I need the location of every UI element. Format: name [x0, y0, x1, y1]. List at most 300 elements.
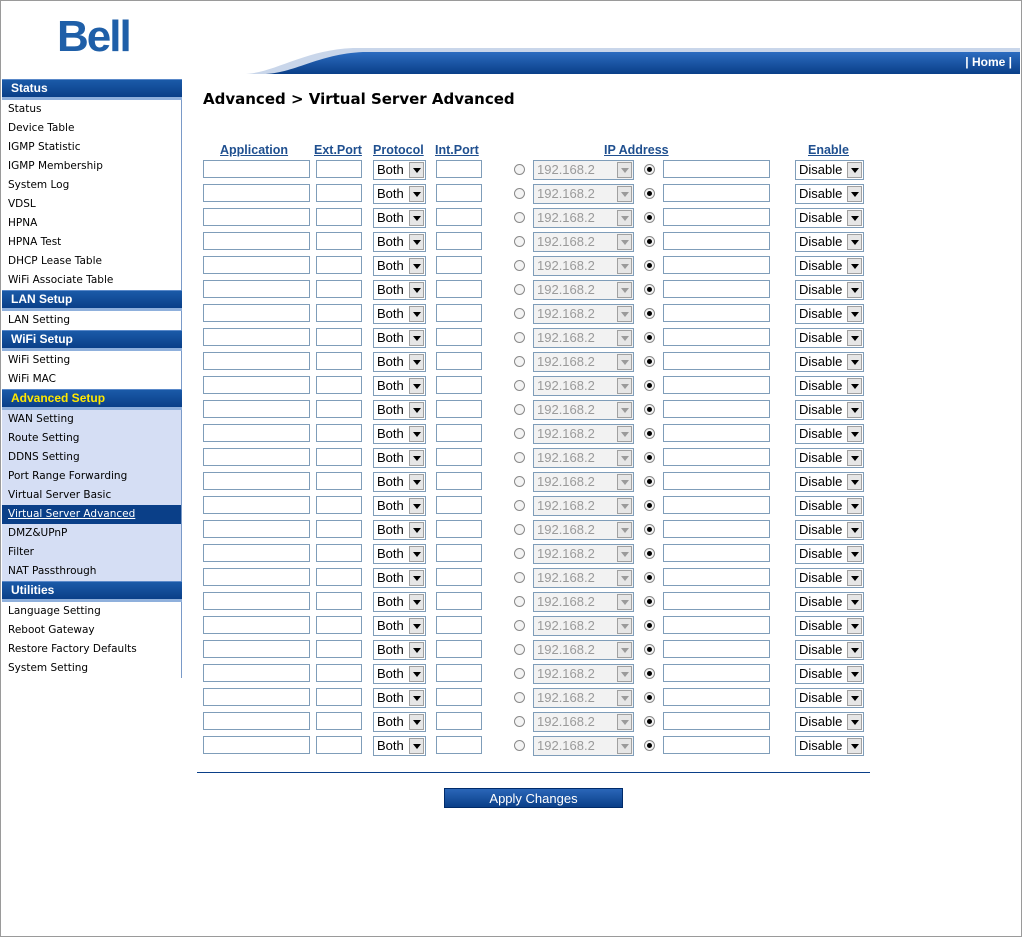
ext-port-input[interactable]: [316, 616, 362, 634]
application-input[interactable]: [203, 712, 310, 730]
protocol-select[interactable]: [373, 352, 426, 372]
int-port-input[interactable]: [436, 352, 482, 370]
protocol-select[interactable]: [373, 472, 426, 492]
sidebar-item-status[interactable]: Status: [2, 100, 182, 119]
application-input[interactable]: [203, 232, 310, 250]
protocol-select[interactable]: [373, 592, 426, 612]
ext-port-input[interactable]: [316, 160, 362, 178]
sidebar-item-wifi-associate-table[interactable]: WiFi Associate Table: [2, 271, 182, 290]
ip-select-radio[interactable]: [514, 452, 525, 463]
ip-address-select[interactable]: [533, 424, 634, 444]
ext-port-input[interactable]: [316, 208, 362, 226]
ip-address-select[interactable]: [533, 664, 634, 684]
chevron-down-icon: [617, 618, 632, 634]
protocol-select[interactable]: [373, 376, 426, 396]
sidebar-item-reboot-gateway[interactable]: Reboot Gateway: [2, 621, 182, 640]
protocol-select[interactable]: [373, 328, 426, 348]
table-row: [0, 566, 1022, 588]
int-port-input[interactable]: [436, 592, 482, 610]
ip-select-radio[interactable]: [514, 212, 525, 223]
application-input[interactable]: [203, 160, 310, 178]
protocol-select[interactable]: [373, 640, 426, 660]
ip-select-radio[interactable]: [514, 524, 525, 535]
apply-changes-button[interactable]: Apply Changes: [444, 788, 623, 808]
ip-select-value: 192.168.2: [537, 474, 595, 489]
ip-manual-radio[interactable]: [644, 332, 655, 343]
ip-address-input[interactable]: [663, 424, 770, 442]
chevron-down-icon: [409, 258, 424, 274]
application-input[interactable]: [203, 496, 310, 514]
protocol-select[interactable]: [373, 160, 426, 180]
protocol-value: Both: [377, 282, 404, 297]
ip-address-input[interactable]: [663, 520, 770, 538]
ext-port-input[interactable]: [316, 664, 362, 682]
ext-port-input[interactable]: [316, 712, 362, 730]
ip-address-input[interactable]: [663, 448, 770, 466]
enable-select[interactable]: [795, 184, 864, 204]
ext-port-input[interactable]: [316, 688, 362, 706]
ip-select-radio[interactable]: [514, 596, 525, 607]
chevron-down-icon: [617, 450, 632, 466]
int-port-input[interactable]: [436, 448, 482, 466]
application-input[interactable]: [203, 280, 310, 298]
int-port-input[interactable]: [436, 424, 482, 442]
ip-address-select[interactable]: [533, 376, 634, 396]
enable-select[interactable]: [795, 352, 864, 372]
ip-address-select[interactable]: [533, 688, 634, 708]
ip-manual-radio[interactable]: [644, 356, 655, 367]
ip-select-radio[interactable]: [514, 572, 525, 583]
enable-select[interactable]: [795, 280, 864, 300]
protocol-select[interactable]: [373, 544, 426, 564]
ip-manual-radio[interactable]: [644, 380, 655, 391]
ip-address-input[interactable]: [663, 280, 770, 298]
ip-address-select[interactable]: [533, 160, 634, 180]
protocol-select[interactable]: [373, 184, 426, 204]
sidebar-item-restore-factory-defaults[interactable]: Restore Factory Defaults: [2, 640, 182, 659]
ip-manual-radio[interactable]: [644, 284, 655, 295]
enable-select[interactable]: [795, 736, 864, 756]
ip-address-input[interactable]: [663, 640, 770, 658]
table-row: [0, 422, 1022, 444]
application-input[interactable]: [203, 592, 310, 610]
ip-address-select[interactable]: [533, 640, 634, 660]
ip-address-input[interactable]: [663, 352, 770, 370]
enable-select[interactable]: [795, 424, 864, 444]
application-input[interactable]: [203, 328, 310, 346]
table-row: [0, 326, 1022, 348]
int-port-input[interactable]: [436, 304, 482, 322]
ip-address-select[interactable]: [533, 592, 634, 612]
int-port-input[interactable]: [436, 256, 482, 274]
table-row: [0, 470, 1022, 492]
ip-address-input[interactable]: [663, 496, 770, 514]
enable-select[interactable]: [795, 448, 864, 468]
chevron-down-icon: [409, 666, 424, 682]
enable-select[interactable]: [795, 688, 864, 708]
protocol-select[interactable]: [373, 712, 426, 732]
enable-select[interactable]: [795, 160, 864, 180]
protocol-select[interactable]: [373, 568, 426, 588]
sidebar-item-vdsl[interactable]: VDSL: [2, 195, 182, 214]
chevron-down-icon: [409, 642, 424, 658]
ip-address-input[interactable]: [663, 376, 770, 394]
ip-manual-radio[interactable]: [644, 596, 655, 607]
ip-address-select[interactable]: [533, 352, 634, 372]
sidebar-item-virtual-server-basic[interactable]: Virtual Server Basic: [2, 486, 182, 505]
protocol-value: Both: [377, 426, 404, 441]
chevron-down-icon: [409, 330, 424, 346]
ip-manual-radio[interactable]: [644, 548, 655, 559]
ip-address-input[interactable]: [663, 568, 770, 586]
application-input[interactable]: [203, 616, 310, 634]
sidebar-item-port-range-forwarding[interactable]: Port Range Forwarding: [2, 467, 182, 486]
sidebar-item-igmp-membership[interactable]: IGMP Membership: [2, 157, 182, 176]
ip-manual-radio[interactable]: [644, 644, 655, 655]
protocol-select[interactable]: [373, 688, 426, 708]
ip-address-select[interactable]: [533, 304, 634, 324]
ip-address-input[interactable]: [663, 232, 770, 250]
ip-manual-radio[interactable]: [644, 500, 655, 511]
table-divider: [197, 772, 870, 773]
ip-select-value: 192.168.2: [537, 330, 595, 345]
ip-select-radio[interactable]: [514, 620, 525, 631]
ip-manual-radio[interactable]: [644, 620, 655, 631]
enable-select[interactable]: [795, 472, 864, 492]
ip-address-select[interactable]: [533, 520, 634, 540]
ext-port-input[interactable]: [316, 400, 362, 418]
ip-address-select[interactable]: [533, 616, 634, 636]
ip-address-input[interactable]: [663, 616, 770, 634]
home-link[interactable]: [965, 55, 1012, 69]
table-row: [0, 374, 1022, 396]
application-input[interactable]: [203, 640, 310, 658]
enable-select[interactable]: [795, 520, 864, 540]
ip-manual-radio[interactable]: [644, 716, 655, 727]
sidebar-item-route-setting[interactable]: Route Setting: [2, 429, 182, 448]
application-input[interactable]: [203, 544, 310, 562]
ext-port-input[interactable]: [316, 184, 362, 202]
int-port-input[interactable]: [436, 160, 482, 178]
protocol-select[interactable]: [373, 304, 426, 324]
sidebar-item-ddns-setting[interactable]: DDNS Setting: [2, 448, 182, 467]
application-input[interactable]: [203, 448, 310, 466]
ip-address-select[interactable]: [533, 544, 634, 564]
ip-address-select[interactable]: [533, 208, 634, 228]
enable-value: Disable: [799, 426, 843, 441]
ip-select-radio[interactable]: [514, 308, 525, 319]
protocol-select[interactable]: [373, 448, 426, 468]
sidebar-item-system-setting[interactable]: System Setting: [2, 659, 182, 678]
ip-manual-radio[interactable]: [644, 188, 655, 199]
sidebar-item-language-setting[interactable]: Language Setting: [2, 602, 182, 621]
ext-port-input[interactable]: [316, 568, 362, 586]
ip-select-radio[interactable]: [514, 644, 525, 655]
protocol-value: Both: [377, 306, 404, 321]
sidebar-item-virtual-server-advanced[interactable]: Virtual Server Advanced: [2, 505, 182, 524]
ip-manual-radio[interactable]: [644, 740, 655, 751]
ip-select-radio[interactable]: [514, 236, 525, 247]
int-port-input[interactable]: [436, 208, 482, 226]
sidebar-item-wifi-mac[interactable]: WiFi MAC: [2, 370, 182, 389]
ip-address-input[interactable]: [663, 256, 770, 274]
protocol-value: Both: [377, 642, 404, 657]
int-port-input[interactable]: [436, 616, 482, 634]
application-input[interactable]: [203, 184, 310, 202]
ext-port-input[interactable]: [316, 256, 362, 274]
ip-manual-radio[interactable]: [644, 692, 655, 703]
application-input[interactable]: [203, 424, 310, 442]
ip-address-input[interactable]: [663, 304, 770, 322]
sidebar-item-system-log[interactable]: System Log: [2, 176, 182, 195]
ip-manual-radio[interactable]: [644, 164, 655, 175]
chevron-down-icon: [847, 162, 862, 178]
ip-address-input[interactable]: [663, 208, 770, 226]
ip-select-radio[interactable]: [514, 500, 525, 511]
protocol-value: Both: [377, 234, 404, 249]
application-input[interactable]: [203, 208, 310, 226]
ext-port-input[interactable]: [316, 352, 362, 370]
ip-select-radio[interactable]: [514, 164, 525, 175]
enable-select[interactable]: [795, 640, 864, 660]
int-port-input[interactable]: [436, 496, 482, 514]
enable-select[interactable]: [795, 232, 864, 252]
ext-port-input[interactable]: [316, 496, 362, 514]
application-input[interactable]: [203, 736, 310, 754]
application-input[interactable]: [203, 520, 310, 538]
enable-select[interactable]: [795, 592, 864, 612]
int-port-input[interactable]: [436, 184, 482, 202]
int-port-input[interactable]: [436, 472, 482, 490]
enable-value: Disable: [799, 498, 843, 513]
ip-select-radio[interactable]: [514, 188, 525, 199]
enable-select[interactable]: [795, 568, 864, 588]
ip-address-select[interactable]: [533, 568, 634, 588]
sidebar-item-nat-passthrough[interactable]: NAT Passthrough: [2, 562, 182, 581]
ip-manual-radio[interactable]: [644, 668, 655, 679]
ip-address-input[interactable]: [663, 664, 770, 682]
application-input[interactable]: [203, 256, 310, 274]
header-ext-port: Ext.Port: [314, 143, 362, 157]
sidebar-item-hpna-test[interactable]: HPNA Test: [2, 233, 182, 252]
enable-value: Disable: [799, 306, 843, 321]
ip-manual-radio[interactable]: [644, 476, 655, 487]
enable-value: Disable: [799, 162, 843, 177]
sidebar-item-igmp-statistic[interactable]: IGMP Statistic: [2, 138, 182, 157]
ip-select-radio[interactable]: [514, 428, 525, 439]
ip-select-value: 192.168.2: [537, 738, 595, 753]
enable-value: Disable: [799, 666, 843, 681]
ip-address-select[interactable]: [533, 256, 634, 276]
ext-port-input[interactable]: [316, 736, 362, 754]
ip-address-select[interactable]: [533, 496, 634, 516]
application-input[interactable]: [203, 304, 310, 322]
table-row: [0, 686, 1022, 708]
application-input[interactable]: [203, 664, 310, 682]
sidebar-item-dhcp-lease-table[interactable]: DHCP Lease Table: [2, 252, 182, 271]
application-input[interactable]: [203, 352, 310, 370]
chevron-down-icon: [617, 522, 632, 538]
enable-value: Disable: [799, 546, 843, 561]
ip-address-input[interactable]: [663, 160, 770, 178]
int-port-input[interactable]: [436, 736, 482, 754]
ip-select-radio[interactable]: [514, 692, 525, 703]
ip-manual-radio[interactable]: [644, 308, 655, 319]
int-port-input[interactable]: [436, 520, 482, 538]
ext-port-input[interactable]: [316, 472, 362, 490]
home-link-label[interactable]: | Home |: [965, 55, 1012, 69]
sidebar-item-lan-setting[interactable]: LAN Setting: [2, 311, 182, 330]
ip-address-select[interactable]: [533, 712, 634, 732]
int-port-input[interactable]: [436, 640, 482, 658]
protocol-select[interactable]: [373, 736, 426, 756]
ext-port-input[interactable]: [316, 640, 362, 658]
ip-select-radio[interactable]: [514, 668, 525, 679]
protocol-select[interactable]: [373, 280, 426, 300]
ip-select-radio[interactable]: [514, 332, 525, 343]
table-row: [0, 638, 1022, 660]
ip-address-select[interactable]: [533, 184, 634, 204]
ip-address-input[interactable]: [663, 184, 770, 202]
ip-address-select[interactable]: [533, 736, 634, 756]
protocol-value: Both: [377, 354, 404, 369]
int-port-input[interactable]: [436, 280, 482, 298]
ip-address-select[interactable]: [533, 472, 634, 492]
ext-port-input[interactable]: [316, 448, 362, 466]
sidebar-item-device-table[interactable]: Device Table: [2, 119, 182, 138]
protocol-select[interactable]: [373, 208, 426, 228]
application-input[interactable]: [203, 400, 310, 418]
ip-manual-radio[interactable]: [644, 524, 655, 535]
ext-port-input[interactable]: [316, 592, 362, 610]
chevron-down-icon: [409, 498, 424, 514]
ip-select-radio[interactable]: [514, 404, 525, 415]
enable-select[interactable]: [795, 328, 864, 348]
enable-select[interactable]: [795, 712, 864, 732]
int-port-input[interactable]: [436, 568, 482, 586]
ip-address-input[interactable]: [663, 592, 770, 610]
enable-select[interactable]: [795, 400, 864, 420]
int-port-input[interactable]: [436, 712, 482, 730]
ip-address-select[interactable]: [533, 400, 634, 420]
protocol-select[interactable]: [373, 496, 426, 516]
int-port-input[interactable]: [436, 328, 482, 346]
ip-manual-radio[interactable]: [644, 236, 655, 247]
chevron-down-icon: [617, 234, 632, 250]
protocol-select[interactable]: [373, 232, 426, 252]
ip-address-select[interactable]: [533, 232, 634, 252]
ip-address-input[interactable]: [663, 328, 770, 346]
ip-address-select[interactable]: [533, 280, 634, 300]
int-port-input[interactable]: [436, 232, 482, 250]
enable-value: Disable: [799, 594, 843, 609]
ip-select-radio[interactable]: [514, 476, 525, 487]
ip-manual-radio[interactable]: [644, 212, 655, 223]
ip-select-radio[interactable]: [514, 380, 525, 391]
ip-address-input[interactable]: [663, 688, 770, 706]
int-port-input[interactable]: [436, 376, 482, 394]
sidebar-item-filter[interactable]: Filter: [2, 543, 182, 562]
ip-select-radio[interactable]: [514, 740, 525, 751]
ip-address-input[interactable]: [663, 472, 770, 490]
protocol-select[interactable]: [373, 400, 426, 420]
int-port-input[interactable]: [436, 688, 482, 706]
ip-address-input[interactable]: [663, 736, 770, 754]
ip-manual-radio[interactable]: [644, 572, 655, 583]
chevron-down-icon: [409, 738, 424, 754]
sidebar-item-wan-setting[interactable]: WAN Setting: [2, 410, 182, 429]
sidebar-item-wifi-setting[interactable]: WiFi Setting: [2, 351, 182, 370]
enable-value: Disable: [799, 522, 843, 537]
ext-port-input[interactable]: [316, 280, 362, 298]
ext-port-input[interactable]: [316, 424, 362, 442]
protocol-select[interactable]: [373, 520, 426, 540]
ip-address-input[interactable]: [663, 712, 770, 730]
enable-select[interactable]: [795, 496, 864, 516]
protocol-select[interactable]: [373, 256, 426, 276]
int-port-input[interactable]: [436, 544, 482, 562]
ext-port-input[interactable]: [316, 544, 362, 562]
ip-select-value: 192.168.2: [537, 426, 595, 441]
ext-port-input[interactable]: [316, 328, 362, 346]
ext-port-input[interactable]: [316, 304, 362, 322]
enable-select[interactable]: [795, 616, 864, 636]
enable-select[interactable]: [795, 256, 864, 276]
int-port-input[interactable]: [436, 400, 482, 418]
application-input[interactable]: [203, 568, 310, 586]
protocol-value: Both: [377, 714, 404, 729]
chevron-down-icon: [847, 330, 862, 346]
ip-manual-radio[interactable]: [644, 452, 655, 463]
ext-port-input[interactable]: [316, 520, 362, 538]
enable-select[interactable]: [795, 664, 864, 684]
protocol-select[interactable]: [373, 616, 426, 636]
ip-address-select[interactable]: [533, 328, 634, 348]
ip-select-radio[interactable]: [514, 548, 525, 559]
application-input[interactable]: [203, 376, 310, 394]
protocol-select[interactable]: [373, 424, 426, 444]
application-input[interactable]: [203, 472, 310, 490]
ip-address-input[interactable]: [663, 544, 770, 562]
protocol-value: Both: [377, 570, 404, 585]
ip-select-radio[interactable]: [514, 260, 525, 271]
ip-address-input[interactable]: [663, 400, 770, 418]
enable-select[interactable]: [795, 376, 864, 396]
ext-port-input[interactable]: [316, 232, 362, 250]
application-input[interactable]: [203, 688, 310, 706]
chevron-down-icon: [847, 186, 862, 202]
chevron-down-icon: [847, 666, 862, 682]
ip-select-radio[interactable]: [514, 284, 525, 295]
ip-select-radio[interactable]: [514, 356, 525, 367]
sidebar-item-dmz-upnp[interactable]: DMZ&UPnP: [2, 524, 182, 543]
ip-select-value: 192.168.2: [537, 234, 595, 249]
int-port-input[interactable]: [436, 664, 482, 682]
ip-manual-radio[interactable]: [644, 260, 655, 271]
enable-select[interactable]: [795, 304, 864, 324]
ip-select-value: 192.168.2: [537, 282, 595, 297]
ip-select-radio[interactable]: [514, 716, 525, 727]
ext-port-input[interactable]: [316, 376, 362, 394]
sidebar-item-hpna[interactable]: HPNA: [2, 214, 182, 233]
ip-manual-radio[interactable]: [644, 404, 655, 415]
enable-select[interactable]: [795, 544, 864, 564]
enable-value: Disable: [799, 690, 843, 705]
protocol-select[interactable]: [373, 664, 426, 684]
ip-address-select[interactable]: [533, 448, 634, 468]
enable-select[interactable]: [795, 208, 864, 228]
ip-manual-radio[interactable]: [644, 428, 655, 439]
